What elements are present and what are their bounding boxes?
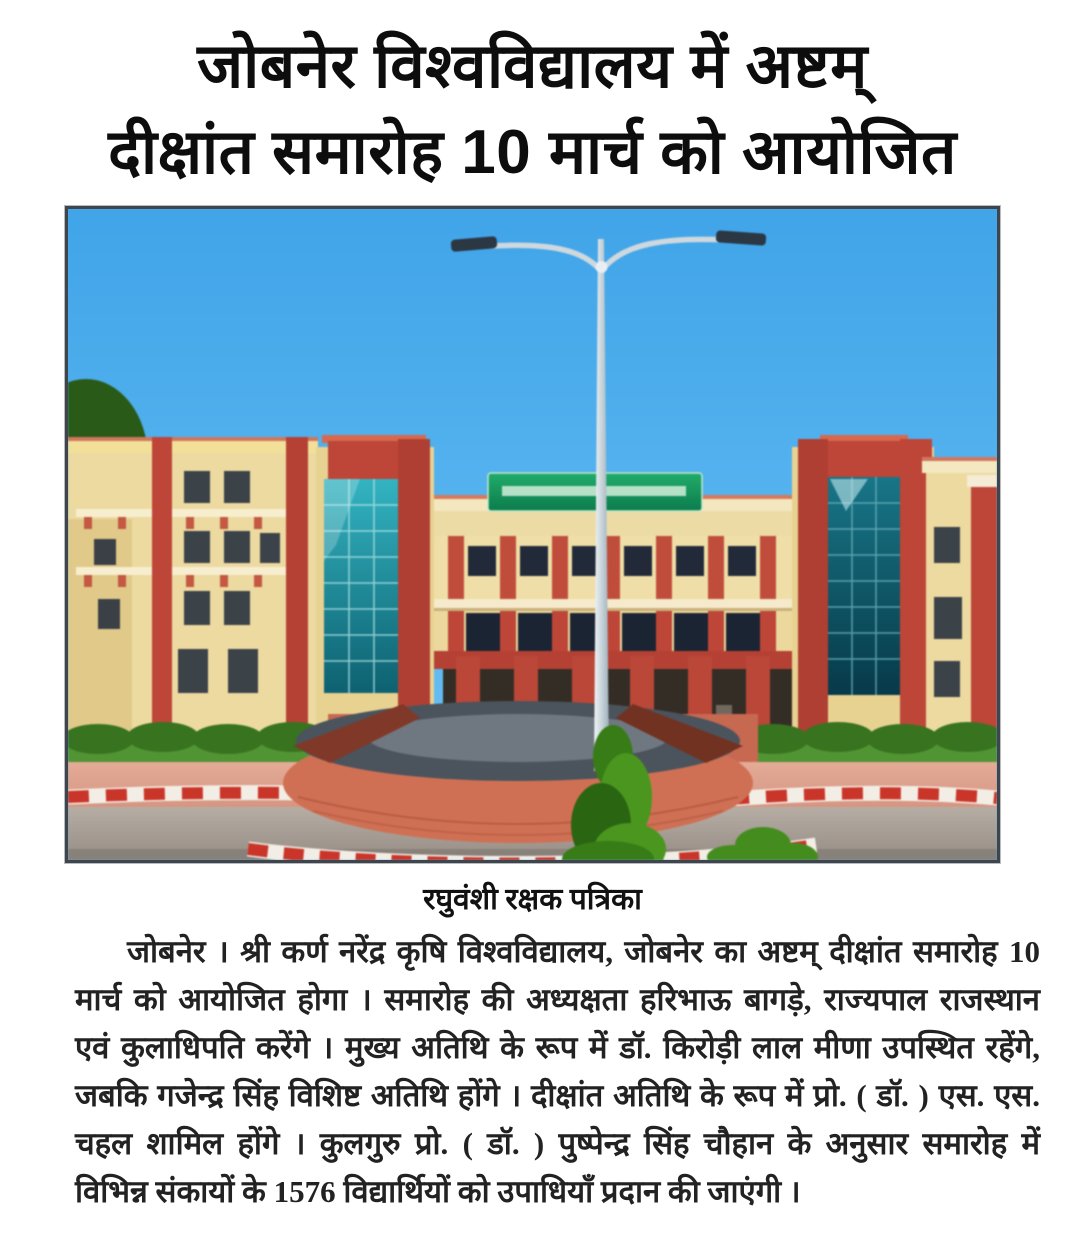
right-wing — [922, 457, 997, 733]
headline-line-1: जोबनेर विश्वविद्यालय में अष्टम् — [197, 32, 868, 101]
body-line: चहल शामिल होंगे । कुलगुरु प्रो. ( डॉ. ) पुष्पेन्द्र सिंह चौहान के अनुसार समारोह में — [75, 1126, 1040, 1161]
central-block — [430, 495, 810, 735]
body-line: जोबनेर । श्री कर्ण नरेंद्र कृषि विश्वविद्यालय, जोबनेर का अष्टम् दीक्षांत समारोह 10 — [127, 934, 1040, 969]
signboard — [488, 473, 702, 511]
headline-line-2: दीक्षांत समारोह 10 मार्च को आयोजित — [108, 118, 957, 187]
newspaper-clipping — [0, 24, 1065, 1254]
left-tower — [316, 435, 434, 737]
body-line: विभिन्न संकायों के 1576 विद्यार्थियों को उपाधियाँ प्रदान की जाएंगी । — [75, 1174, 801, 1209]
article-headline — [10, 24, 1055, 196]
body-line: मार्च को आयोजित होगा । समारोह की अध्यक्षता हरिभाऊ बागड़े, राज्यपाल राजस्थान — [75, 982, 1040, 1017]
article-body — [75, 928, 1040, 1216]
body-line: जबकि गजेन्द्र सिंह विशिष्ट अतिथि होंगे । दीक्षांत अतिथि के रूप में प्रो. ( डॉ. ) एस. एस. — [75, 1078, 1040, 1113]
right-tower — [792, 435, 934, 737]
campus-photo — [68, 209, 997, 860]
photo-frame — [65, 206, 1000, 863]
left-wing — [68, 437, 318, 733]
fountain — [283, 701, 753, 843]
body-line: एवं कुलाधिपति करेंगे । मुख्य अतिथि के रूप में डॉ. किरोड़ी लाल मीणा उपस्थित रहेंगे, — [75, 1030, 1040, 1065]
photo-caption: रघुवंशी रक्षक पत्रिका — [423, 883, 642, 916]
